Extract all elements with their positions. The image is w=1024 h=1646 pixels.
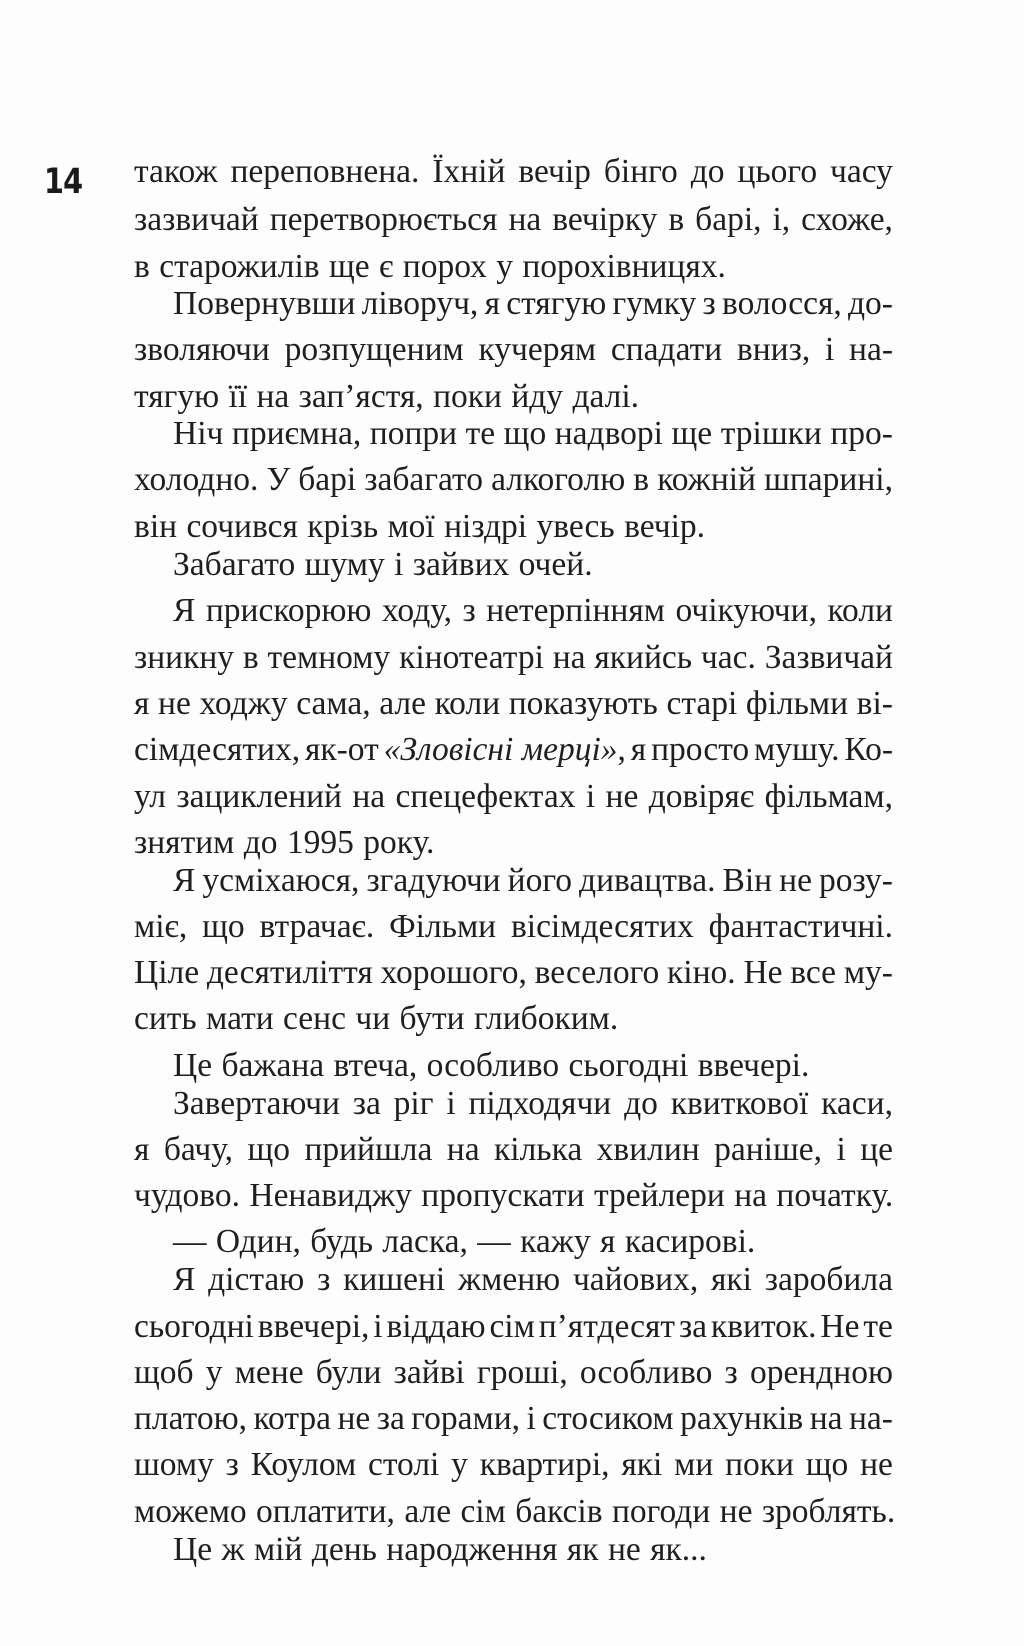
page-number: 14 xyxy=(44,162,83,202)
text-line: сить мати сенс чи бути глибоким. xyxy=(134,1000,619,1037)
text-line: сьогодні ввечері, і віддаю сім п’ятдесят за квиток. Не те xyxy=(134,1308,893,1345)
text-line: Я прискорюю ходу, з нетерпінням очікуючи, коли xyxy=(173,592,893,629)
text-line: Це ж мій день народження як не як... xyxy=(173,1531,707,1568)
text-line: також переповнена. Їхній вечір бінго до цього часу xyxy=(134,153,893,190)
text-line: знятим до 1995 року. xyxy=(134,824,435,861)
text-line: можемо оплатити, але сім баксів погоди не зроблять. xyxy=(134,1493,896,1530)
text-line: ул зациклений на спецефектах і не довіряє фільмам, xyxy=(134,778,893,815)
text-line: Повернувши ліворуч, я стягую гумку з волосся, до- xyxy=(173,285,893,322)
text-line: тягую її на зап’ястя, поки йду далі. xyxy=(134,378,640,415)
text-line: Забагато шуму і зайвих очей. xyxy=(173,546,593,583)
text-line: Завертаючи за ріг і підходячи до квиткової каси, xyxy=(173,1085,893,1122)
text-line: я не ходжу сама, але коли показують старі фільми ві- xyxy=(134,685,893,722)
text-line: щоб у мене були зайві гроші, особливо з орендною xyxy=(134,1354,893,1391)
text-line: зволяючи розпущеним кучерям спадати вниз, і на- xyxy=(134,331,893,368)
text-line: Це бажана втеча, особливо сьогодні ввечері. xyxy=(173,1047,810,1084)
text-line: Ніч приємна, попри те що надворі ще трішки про- xyxy=(173,415,893,452)
text-line: я бачу, що прийшла на кілька хвилин раніше, і це xyxy=(134,1131,893,1168)
text-line: в старожилів ще є порох у порохівницях. xyxy=(134,248,726,285)
text-line: Я усміхаюся, згадуючи його дивацтва. Він не розу- xyxy=(173,862,893,899)
text-line: холодно. У барі забагато алкоголю в кожній шпарині, xyxy=(134,461,893,498)
text-line: сімдесятих, як-от «Зловісні мерці», я просто мушу. Ко- xyxy=(134,731,893,768)
text-line: міє, що втрачає. Фільми вісімдесятих фантастичні. xyxy=(134,908,893,945)
text-line: він сочився крізь мої ніздрі увесь вечір. xyxy=(134,508,706,545)
text-line: Я дістаю з кишені жменю чайових, які заробила xyxy=(173,1261,893,1298)
text-line: зникну в темному кінотеатрі на якийсь час. Зазвичай xyxy=(134,639,893,676)
text-line: — Один, будь ласка, — кажу я касирові. xyxy=(173,1223,756,1260)
text-line: чудово. Ненавиджу пропускати трейлери на початку. xyxy=(134,1177,894,1214)
text-line: платою, котра не за горами, і стосиком рахунків на на- xyxy=(134,1400,893,1437)
text-line: зазвичай перетворюється на вечірку в барі, і, схоже, xyxy=(134,201,893,238)
text-line: шому з Коулом столі у квартирі, які ми поки що не xyxy=(134,1446,893,1483)
text-line: Ціле десятиліття хорошого, веселого кіно. Не все му- xyxy=(134,954,893,991)
